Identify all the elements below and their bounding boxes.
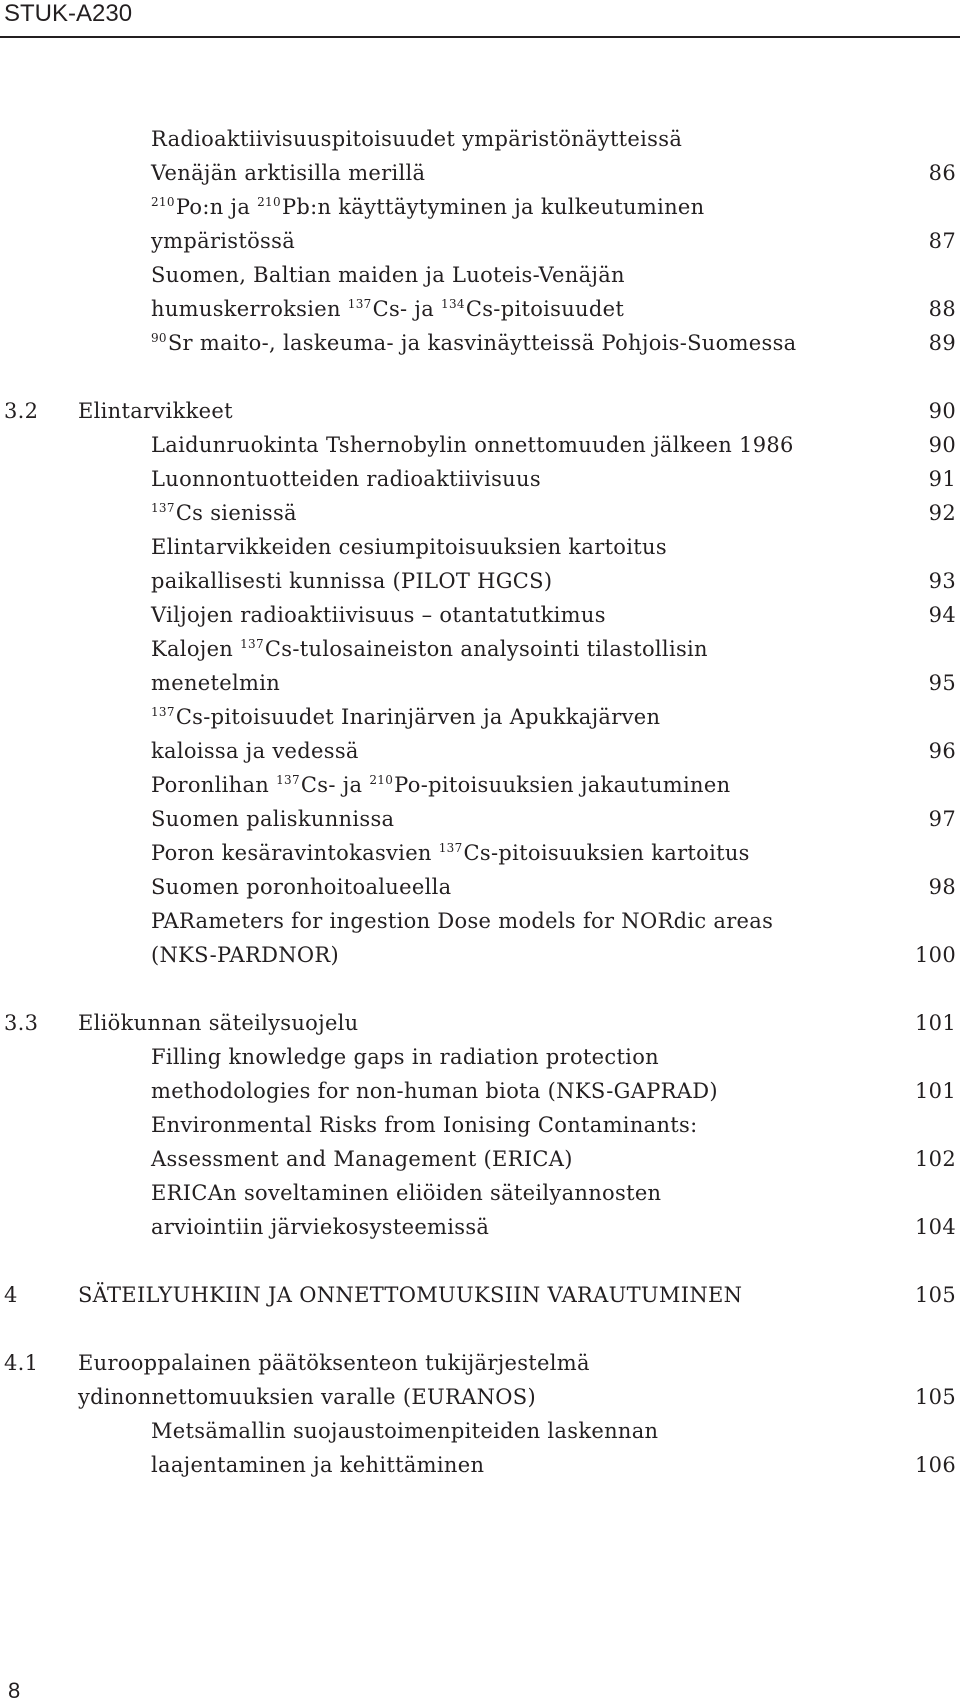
entry-text: Luonnontuotteiden radioaktiivisuus [151, 467, 541, 491]
entry-title [151, 665, 280, 701]
entry-title [151, 155, 425, 191]
entry-title [151, 1141, 573, 1177]
toc-entry [0, 325, 960, 361]
entry-text: arviointiin järviekosysteemissä [151, 1215, 490, 1239]
entry-title [151, 1039, 659, 1075]
entry-text: paikallisesti kunnissa (PILOT HGCS) [151, 569, 553, 593]
isotope-mass-number: 137 [438, 841, 463, 855]
entry-title [151, 1073, 718, 1109]
isotope-mass-number: 90 [151, 331, 167, 345]
entry-title [151, 1175, 661, 1211]
entry-text: ydinonnettomuuksien varalle (EURANOS) [78, 1385, 536, 1409]
toc-entry [0, 1345, 960, 1381]
toc-entry [0, 1447, 960, 1483]
entry-title [151, 1413, 658, 1449]
page-reference: 89 [928, 331, 956, 355]
toc-entry [0, 1277, 960, 1313]
entry-text: Cs- ja [300, 773, 370, 797]
entry-text: Poronlihan [151, 773, 277, 797]
toc-entry [0, 1175, 960, 1211]
entry-text: Suomen paliskunnissa [151, 807, 395, 831]
page-reference: 88 [928, 297, 956, 321]
toc-entry [0, 529, 960, 565]
entry-text: ERICAn soveltaminen eliöiden säteilyannosten [151, 1181, 662, 1205]
entry-title [78, 1005, 359, 1041]
toc-entry [0, 121, 960, 157]
section-number: 4 [4, 1283, 18, 1307]
entry-text: PARameters for ingestion Dose models for NORdic areas [151, 909, 774, 933]
toc-entry [0, 291, 960, 327]
page-reference: 96 [928, 739, 956, 763]
page-reference: 105 [915, 1385, 956, 1409]
entry-text: ympäristössä [151, 229, 296, 253]
toc-entry [0, 1107, 960, 1143]
entry-title [151, 801, 394, 837]
toc-entry [0, 223, 960, 259]
entry-text: Kalojen [151, 637, 241, 661]
entry-text: Elintarvikkeiden cesiumpitoisuuksien kartoitus [151, 535, 667, 559]
page-reference: 101 [915, 1011, 956, 1035]
entry-text: SÄTEILYUHKIIN JA ONNETTOMUUKSIIN VARAUTUMINEN [78, 1283, 743, 1307]
page-reference: 90 [928, 433, 956, 457]
toc-entry [0, 461, 960, 497]
page-reference: 97 [928, 807, 956, 831]
toc-entry [0, 699, 960, 735]
entry-text: Po:n ja [175, 195, 258, 219]
entry-text: (NKS-PARDNOR) [151, 943, 340, 967]
isotope-mass-number: 210 [257, 195, 281, 209]
entry-text: Laidunruokinta Tshernobylin onnettomuuden jälkeen 1986 [151, 433, 794, 457]
toc-entry [0, 1209, 960, 1245]
toc-entry [0, 427, 960, 463]
isotope-mass-number: 137 [151, 705, 175, 719]
toc-entry [0, 835, 960, 871]
page-reference: 90 [928, 399, 956, 423]
toc-entry [0, 1073, 960, 1109]
page-reference: 92 [928, 501, 956, 525]
entry-text: Eurooppalainen päätöksenteon tukijärjestelmä [78, 1351, 590, 1375]
page-reference: 87 [928, 229, 956, 253]
toc-entry [0, 733, 960, 769]
entry-text: Assessment and Management (ERICA) [151, 1147, 573, 1171]
entry-title [151, 1209, 489, 1245]
entry-text: Viljojen radioaktiivisuus – otantatutkimus [151, 603, 606, 627]
report-code: STUK-A230 [4, 0, 133, 27]
toc-entry [0, 801, 960, 837]
entry-text: Suomen, Baltian maiden ja Luoteis-Venäjän [151, 263, 625, 287]
toc-entry [0, 767, 960, 803]
entry-title [151, 427, 794, 463]
entry-text: menetelmin [151, 671, 281, 695]
page-reference: 102 [915, 1147, 956, 1171]
entry-text: methodologies for non-human biota (NKS-GAPRAD) [151, 1079, 718, 1103]
entry-text: Radioaktiivisuuspitoisuudet ympäristönäytteissä [151, 127, 683, 151]
section-number: 3.2 [4, 399, 39, 423]
entry-title [151, 257, 625, 293]
page-reference: 98 [928, 875, 956, 899]
toc-entry [0, 155, 960, 191]
entry-text: Elintarvikkeet [78, 399, 233, 423]
entry-title [78, 393, 233, 429]
isotope-mass-number: 137 [240, 637, 264, 651]
toc-entry [0, 665, 960, 701]
page-reference: 91 [928, 467, 956, 491]
entry-text: kaloissa ja vedessä [151, 739, 359, 763]
entry-title [151, 733, 359, 769]
entry-title [151, 937, 339, 973]
toc-entry [0, 563, 960, 599]
entry-title [78, 1379, 536, 1415]
entry-text: Suomen poronhoitoalueella [151, 875, 452, 899]
entry-text: Venäjän arktisilla merillä [151, 161, 426, 185]
toc-entry [0, 393, 960, 429]
entry-title [151, 903, 773, 939]
page-reference: 101 [915, 1079, 956, 1103]
entry-title [151, 597, 606, 633]
entry-text: laajentaminen ja kehittäminen [151, 1453, 485, 1477]
toc-entry [0, 1141, 960, 1177]
entry-title [78, 1277, 742, 1313]
entry-text: Metsämallin suojaustoimenpiteiden laskennan [151, 1419, 659, 1443]
page-reference: 93 [928, 569, 956, 593]
toc-entry [0, 937, 960, 973]
isotope-mass-number: 210 [369, 773, 394, 787]
entry-title [151, 1107, 697, 1143]
page-number: 8 [8, 1678, 21, 1703]
page-reference: 106 [915, 1453, 956, 1477]
toc-entry [0, 257, 960, 293]
page-reference: 95 [928, 671, 956, 695]
toc-entry [0, 903, 960, 939]
entry-title [151, 121, 682, 157]
isotope-mass-number: 137 [151, 501, 175, 515]
entry-title [151, 461, 541, 497]
toc-entry [0, 1005, 960, 1041]
entry-text: Cs-tulosaineiston analysointi tilastollisin [264, 637, 708, 661]
toc-entry [0, 495, 960, 531]
entry-title [78, 1345, 590, 1381]
entry-text: Cs- ja [372, 297, 442, 321]
entry-text: Filling knowledge gaps in radiation protection [151, 1045, 659, 1069]
page-reference: 105 [915, 1283, 956, 1307]
isotope-mass-number: 137 [276, 773, 300, 787]
entry-text: Eliökunnan säteilysuojelu [78, 1011, 359, 1035]
entry-text: Cs-pitoisuuksien kartoitus [463, 841, 750, 865]
entry-title [151, 869, 451, 905]
toc-entry [0, 1413, 960, 1449]
section-number: 4.1 [4, 1351, 39, 1375]
isotope-mass-number: 210 [151, 195, 175, 209]
entry-text: Environmental Risks from Ionising Contaminants: [151, 1113, 698, 1137]
entry-text: Po-pitoisuuksien jakautuminen [394, 773, 731, 797]
page-reference: 86 [928, 161, 956, 185]
isotope-mass-number: 137 [347, 297, 372, 311]
toc-entry [0, 189, 960, 225]
entry-title [151, 529, 667, 565]
toc-entry [0, 1039, 960, 1075]
entry-text: Poron kesäravintokasvien [151, 841, 439, 865]
entry-title [151, 325, 797, 364]
page-reference: 100 [915, 943, 956, 967]
entry-text: Cs-pitoisuudet Inarinjärven ja Apukkajärven [175, 705, 661, 729]
entry-text: Cs sienissä [175, 501, 297, 525]
toc-entry [0, 869, 960, 905]
entry-title [151, 223, 295, 259]
page-reference: 94 [928, 603, 956, 627]
entry-title [151, 563, 552, 599]
entry-title [151, 1447, 484, 1483]
entry-text: Sr maito-, laskeuma- ja kasvinäytteissä Pohjois-Suomessa [167, 331, 797, 355]
toc-entry [0, 1379, 960, 1415]
toc-entry [0, 597, 960, 633]
page-reference: 104 [915, 1215, 956, 1239]
isotope-mass-number: 134 [441, 297, 465, 311]
entry-text: Pb:n käyttäytyminen ja kulkeutuminen [281, 195, 705, 219]
toc-entry [0, 631, 960, 667]
entry-text: humuskerroksien [151, 297, 348, 321]
section-number: 3.3 [4, 1011, 39, 1035]
entry-text: Cs-pitoisuudet [465, 297, 625, 321]
